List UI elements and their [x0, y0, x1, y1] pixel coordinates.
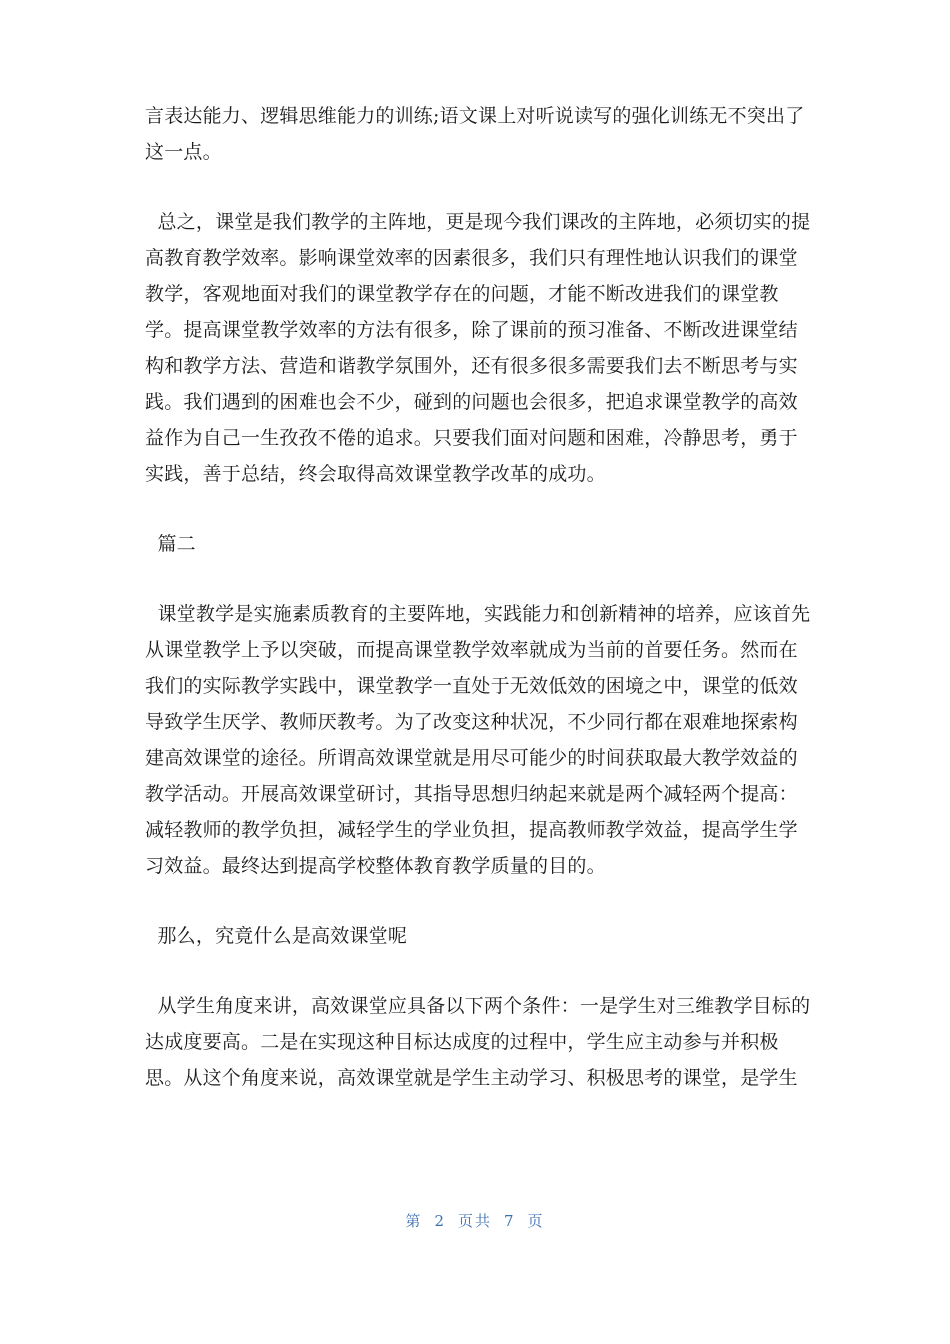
paragraph-gap	[145, 562, 807, 596]
text-line: 从课堂教学上予以突破，而提高课堂教学效率就成为当前的首要任务。然而在	[145, 639, 798, 661]
text-line: 学。提高课堂教学效率的方法有很多，除了课前的预习准备、不断改进课堂结	[145, 319, 798, 341]
text-line: 益作为自己一生孜孜不倦的追求。只要我们面对问题和困难，冷静思考，勇于	[145, 427, 798, 449]
text-line: 达成度要高。二是在实现这种目标达成度的过程中，学生应主动参与并积极	[145, 1031, 779, 1053]
footer-total-pages: 7	[504, 1212, 516, 1230]
text-line: 这一点。	[145, 141, 222, 163]
paragraph	[145, 98, 807, 170]
paragraph-gap	[145, 492, 807, 526]
text-line: 导致学生厌学、教师厌教考。为了改变这种状况，不少同行都在艰难地探索构	[145, 711, 798, 733]
paragraph	[145, 596, 811, 884]
text-line: 课堂教学是实施素质教育的主要阵地，实践能力和创新精神的培养，应该首先	[145, 603, 811, 625]
paragraph	[145, 988, 811, 1096]
footer-label-of: 页共	[457, 1212, 492, 1230]
text-line: 高教育教学效率。影响课堂效率的因素很多，我们只有理性地认识我们的课堂	[145, 247, 798, 269]
footer-label-end: 页	[527, 1212, 545, 1230]
footer-label-page: 第	[405, 1212, 423, 1230]
paragraph-gap	[145, 170, 807, 204]
text-line: 言表达能力、逻辑思维能力的训练;语文课上对听说读写的强化训练无不突出了	[145, 105, 805, 127]
paragraph	[145, 918, 807, 954]
text-line: 教学活动。开展高效课堂研讨，其指导思想归纳起来就是两个减轻两个提高：	[145, 783, 798, 805]
text-line: 那么，究竟什么是高效课堂呢	[145, 925, 408, 947]
paragraph-gap	[145, 884, 807, 918]
text-line: 从学生角度来讲，高效课堂应具备以下两个条件：一是学生对三维教学目标的	[145, 995, 811, 1017]
text-line: 思。从这个角度来说，高效课堂就是学生主动学习、积极思考的课堂，是学生	[145, 1067, 798, 1089]
text-line: 建高效课堂的途径。所谓高效课堂就是用尽可能少的时间获取最大教学效益的	[145, 747, 798, 769]
text-line: 构和教学方法、营造和谐教学氛围外，还有很多很多需要我们去不断思考与实	[145, 355, 798, 377]
paragraph-gap	[145, 954, 807, 988]
paragraph	[145, 204, 811, 492]
text-line: 实践，善于总结，终会取得高效课堂教学改革的成功。	[145, 463, 606, 485]
text-line: 习效益。最终达到提高学校整体教育教学质量的目的。	[145, 855, 606, 877]
text-line: 总之，课堂是我们教学的主阵地，更是现今我们课改的主阵地，必须切实的提	[145, 211, 811, 233]
page-footer	[0, 1210, 950, 1231]
text-line: 减轻教师的教学负担，减轻学生的学业负担，提高教师教学效益，提高学生学	[145, 819, 798, 841]
text-line: 践。我们遇到的困难也会不少，碰到的问题也会很多，把追求课堂教学的高效	[145, 391, 798, 413]
document-body	[145, 98, 811, 1096]
paragraph	[145, 526, 807, 562]
footer-current-page: 2	[434, 1212, 446, 1230]
text-line: 我们的实际教学实践中，课堂教学一直处于无效低效的困境之中，课堂的低效	[145, 675, 798, 697]
text-line: 教学，客观地面对我们的课堂教学存在的问题，才能不断改进我们的课堂教	[145, 283, 779, 305]
text-line: 篇二	[145, 533, 196, 555]
